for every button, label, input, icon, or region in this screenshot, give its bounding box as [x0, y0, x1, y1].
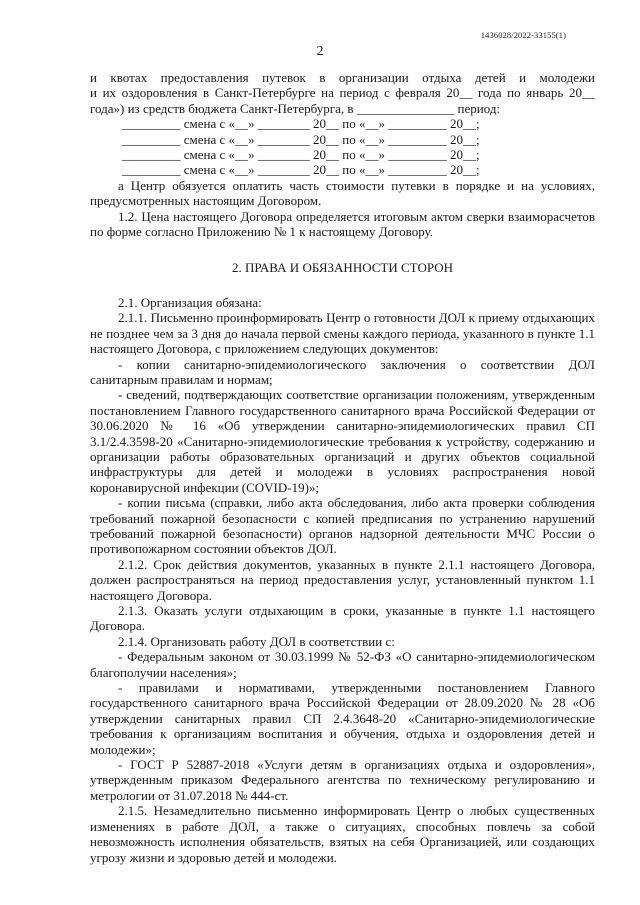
bullet-sanitary-conclusion: - копии санитарно-эпидемиологического заключения о соответствии ДОЛ санитарным правилам и нормам; — [90, 356, 595, 387]
bullet-fire-safety: - копии письма (справки, либо акта обследования, либо акта проверки соблюдения требований пожарной безопасности с копией предписания по устранению нарушений требований пожарной безопасности) органов надзорной деятельности МЧС России о противопожарном состоянии объектов ДОЛ. — [90, 495, 595, 557]
shift-line: _________ смена с «__» ________ 20__ по «__» _________ 20__; — [122, 116, 480, 132]
document-number: 1436028/2022-33155(1) — [480, 30, 566, 40]
paragraph-2-1-2: 2.1.2. Срок действия документов, указанных в пункте 2.1.1 настоящего Договора, должен распространяться на период предоставления услуг, установленный пунктом 1.1 настоящего Договора. — [90, 556, 595, 603]
intro-line-3: года») из средств бюджета Санкт-Петербурга, в _______________ период: — [90, 100, 501, 116]
shift-line: _________ смена с «__» ________ 20__ по «__» _________ 20__; — [122, 162, 480, 178]
shift-line: _________ смена с «__» ________ 20__ по «__» _________ 20__; — [122, 147, 480, 163]
bullet-compliance-info: - сведений, подтверждающих соответствие организации положениям, утвержденным постановлением Главного государственного санитарного врача Российской Федерации от 30.06.2020 № 16 «Об утверждении санитарно-эпидемиологических правил СП 3.1/2.4.3598-20 «Санитарно-эпидемиологические требования к устройству, содержанию и организации работы образовательных организаций и других объектов социальной инфраструктуры для детей и молодежи в условиях распространения новой коронавирусной инфекции (COVID-19)»; — [90, 387, 595, 495]
intro-line-2: и их оздоровления в Санкт-Петербурге на период с февраля 20__ года по январь 20__ — [90, 85, 595, 101]
bullet-sanitary-rules: - правилами и нормативами, утвержденными постановлением Главного государственного санитарного врача Российской Федерации от 28.09.2020 № 28 «Об утверждении санитарных правил СП 2.4.3648-20 «Санитарно-эпидемиологические требования к организациям воспитания и обучения, отдыха и оздоровления детей и молодежи»; — [90, 680, 595, 757]
paragraph-2-1-3: 2.1.3. Оказать услуги отдыхающим в сроки, указанные в пункте 1.1 настоящего Договора. — [90, 603, 595, 634]
bullet-gost: - ГОСТ Р 52887-2018 «Услуги детям в организациях отдыха и оздоровления», утвержденным приказом Федерального агентства по техническому регулированию и метрологии от 31.07.2018 № 444-ст. — [90, 757, 595, 803]
shift-line: _________ смена с «__» ________ 20__ по «__» _________ 20__; — [122, 131, 480, 147]
paragraph-2-1-1: 2.1.1. Письменно проинформировать Центр о готовности ДОЛ к приему отдыхающих не позднее чем за 3 дня до начала первой смены каждого периода, указанного в пункте 1.1 настоящего Договора, с приложением следующих документов: — [90, 310, 595, 357]
paragraph-2-1-4: 2.1.4. Организовать работу ДОЛ в соответствии с: — [118, 633, 395, 649]
paragraph-1-2: 1.2. Цена настоящего Договора определяется итоговым актом сверки взаиморасчетов по форме согласно Приложению № 1 к настоящему Договору. — [90, 208, 595, 240]
document-body — [90, 70, 595, 865]
intro-line-1: и квотах предоставления путевок в организации отдыха детей и молодежи — [90, 70, 595, 85]
paragraph-center-payment: а Центр обязуется оплатить часть стоимости путевки в порядке и на условиях, предусмотренных настоящим Договором. — [90, 177, 595, 209]
section-2-title: 2. ПРАВА И ОБЯЗАННОСТИ СТОРОН — [231, 260, 454, 276]
bullet-federal-law: - Федеральным законом от 30.03.1999 № 52-ФЗ «О санитарно-эпидемиологическом благополучии населения»; — [90, 649, 595, 680]
paragraph-2-1-5: 2.1.5. Незамедлительно письменно информировать Центр о любых существенных изменениях в работе ДОЛ, а также о ситуациях, способных повлечь за собой невозможность исполнения обязательств, взятых на себя Организацией, или создающих угрозу жизни и здоровью детей и молодежи. — [90, 803, 595, 865]
page-number: 2 — [316, 44, 324, 59]
paragraph-2-1: 2.1. Организация обязана: — [118, 294, 262, 310]
